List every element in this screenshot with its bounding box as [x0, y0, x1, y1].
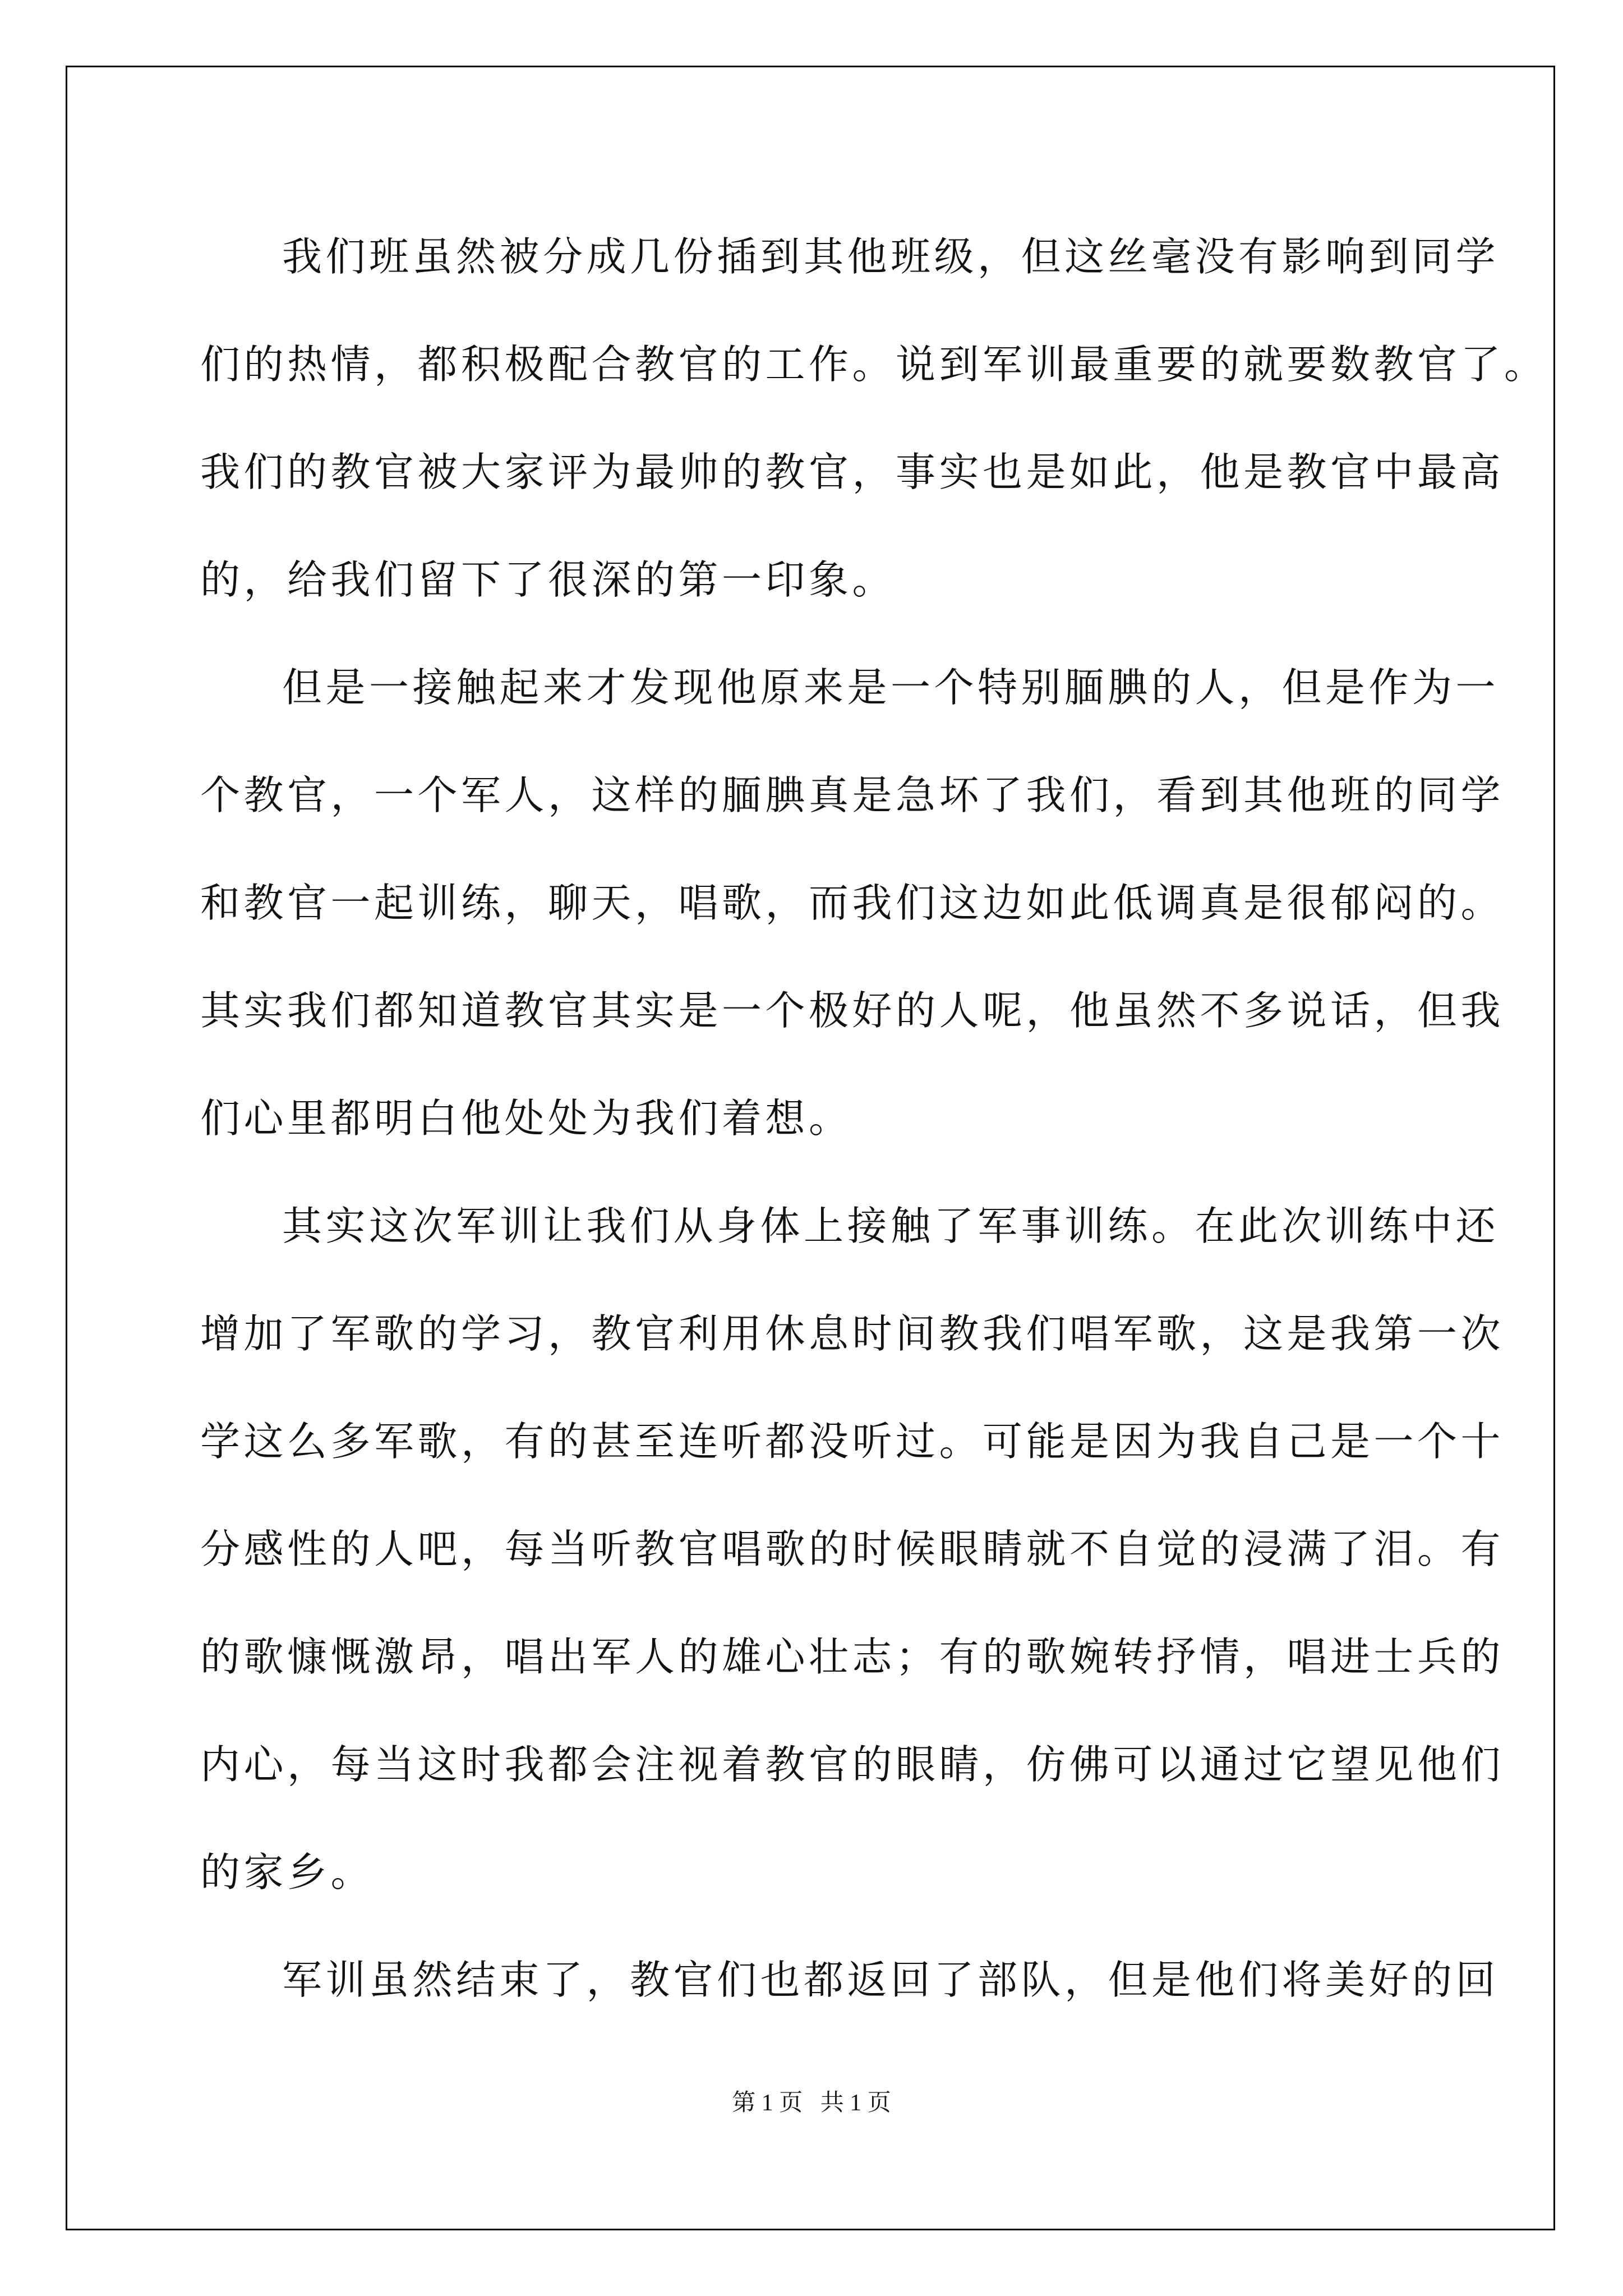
paragraph-1-line-1: 我们班虽然被分成几份插到其他班级，但这丝毫没有影响到同学	[282, 233, 1500, 280]
paragraph-3-line-7: 的家乡。	[200, 1849, 375, 1895]
paragraph-1-line-4: 的，给我们留下了很深的第一印象。	[200, 556, 896, 603]
paragraph-4-line-1: 军训虽然结束了，教官们也都返回了部队，但是他们将美好的回	[282, 1957, 1500, 2003]
document-body	[200, 203, 1548, 2034]
page-total: 共 1 页	[820, 2090, 891, 2116]
paragraph-2-line-5: 们心里都明白他处处为我们着想。	[200, 1095, 852, 1142]
paragraph-3-line-6: 内心，每当这时我都会注视着教官的眼睛，仿佛可以通过它望见他们	[200, 1741, 1505, 1788]
paragraph-3-line-3: 学这么多军歌，有的甚至连听都没听过。可能是因为我自己是一个十	[200, 1418, 1505, 1465]
paragraph-2-line-1: 但是一接触起来才发现他原来是一个特别腼腆的人，但是作为一	[282, 664, 1500, 711]
paragraph-2-line-3: 和教官一起训练，聊天，唱歌，而我们这边如此低调真是很郁闷的。	[200, 880, 1505, 926]
paragraph-3-line-5: 的歌慷慨激昂，唱出军人的雄心壮志；有的歌婉转抒情，唱进士兵的	[200, 1634, 1505, 1680]
paragraph-2-line-4: 其实我们都知道教官其实是一个极好的人呢，他虽然不多说话，但我	[200, 987, 1505, 1034]
page-footer	[0, 2084, 1623, 2118]
paragraph-2-line-2: 个教官，一个军人，这样的腼腆真是急坏了我们，看到其他班的同学	[200, 772, 1505, 818]
paragraph-1-line-2: 们的热情，都积极配合教官的工作。说到军训最重要的就要数教官了。	[200, 341, 1548, 388]
paragraph-3-line-1: 其实这次军训让我们从身体上接触了军事训练。在此次训练中还	[282, 1203, 1500, 1249]
paragraph-1-line-3: 我们的教官被大家评为最帅的教官，事实也是如此，他是教官中最高	[200, 449, 1505, 495]
page-number: 第 1 页	[732, 2090, 803, 2116]
paragraph-3-line-4: 分感性的人吧，每当听教官唱歌的时候眼睛就不自觉的浸满了泪。有	[200, 1526, 1505, 1572]
paragraph-3-line-2: 增加了军歌的学习，教官利用休息时间教我们唱军歌，这是我第一次	[200, 1310, 1505, 1357]
